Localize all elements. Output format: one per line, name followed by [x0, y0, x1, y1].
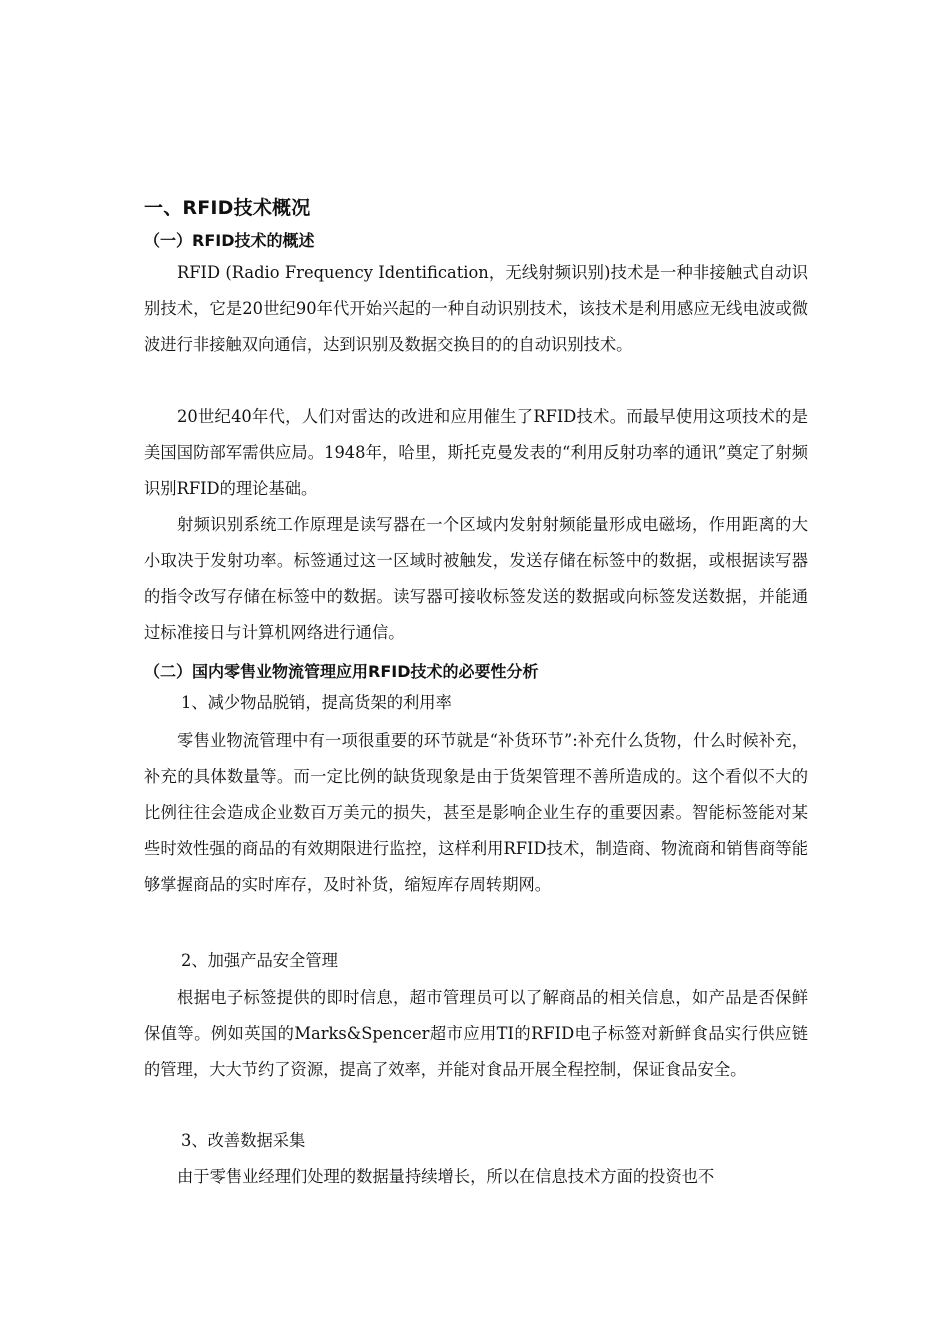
- paragraph-rfid-definition: RFID (Radio Frequency Identification，无线射频识别)技术是一种非接触式自动识别技术，它是20世纪90年代开始兴起的一种自动识别技术，该技术是利用感应无线电波或微波进行非接触双向通信，达到识别及数据交换目的的自动识别技术。: [144, 263, 808, 354]
- list-item-3-title: 3、改善数据采集: [181, 1131, 306, 1150]
- paragraph-data-collection: 由于零售业经理们处理的数据量持续增长，所以在信息技术方面的投资也不: [177, 1167, 715, 1186]
- section-heading-1: 一、RFID技术概况: [144, 197, 311, 219]
- list-item-1-title: 1、减少物品脱销，提高货架的利用率: [181, 693, 452, 712]
- paragraph-rfid-principle: 射频识别系统工作原理是读写器在一个区域内发射射频能量形成电磁场，作用距离的大小取决于发射功率。标签通过这一区域时被触发，发送存储在标签中的数据，或根据读写器的指令改写存储在标签中的数据。读写器可接收标签发送的数据或向标签发送数据，并能通过标准接日与计算机网络进行通信。: [144, 515, 808, 642]
- paragraph-product-safety: 根据电子标签提供的即时信息，超市管理员可以了解商品的相关信息，如产品是否保鲜保值等。例如英国的Marks&Spencer超市应用TI的RFID电子标签对新鲜食品实行供应链的管理，大大节约了资源，提高了效率，并能对食品开展全程控制，保证食品安全。: [144, 988, 808, 1079]
- subsection-heading-2: （二）国内零售业物流管理应用RFID技术的必要性分析: [144, 662, 539, 681]
- subsection-heading-1: （一）RFID技术的概述: [144, 231, 315, 250]
- paragraph-restocking: 零售业物流管理中有一项很重要的环节就是“补货环节”:补充什么货物，什么时候补充，补充的具体数量等。而一定比例的缺货现象是由于货架管理不善所造成的。这个看似不大的比例往往会造成企业数百万美元的损失，甚至是影响企业生存的重要因素。智能标签能对某些时效性强的商品的有效期限进行监控，这样利用RFID技术，制造商、物流商和销售商等能够掌握商品的实时库存，及时补货，缩短库存周转期网。: [144, 731, 808, 894]
- list-item-2-title: 2、加强产品安全管理: [181, 951, 338, 970]
- paragraph-rfid-history: 20世纪40年代，人们对雷达的改进和应用催生了RFID技术。而最早使用这项技术的是美国国防部军需供应局。1948年，哈里，斯托克曼发表的“利用反射功率的通讯”奠定了射频识别RFID的理论基础。: [144, 407, 808, 498]
